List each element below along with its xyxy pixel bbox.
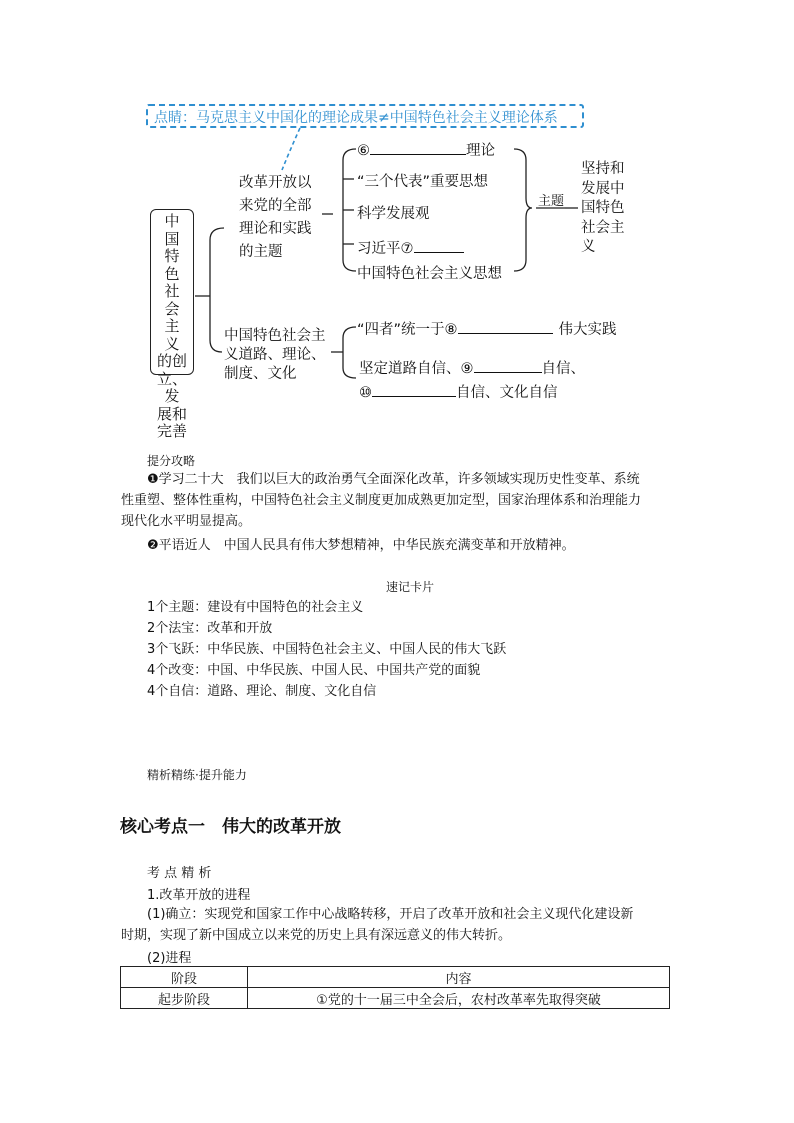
tips-paragraph-2: ❷平语近人 中国人民具有伟大梦想精神，中华民族充满变革和开放精神。 — [147, 538, 575, 553]
tips-line: ❶学习二十大 我们以巨大的政治勇气全面深化改革，许多领域实现历史性变革、系统 — [147, 472, 640, 487]
section-subheading: 精析精练·提升能力 — [147, 768, 247, 782]
tips-heading: 提分攻略 — [147, 454, 196, 468]
table-header-row — [121, 967, 670, 988]
tip-callout-text: 点睛：马克思主义中国化的理论成果≠中国特色社会主义理论体系 — [154, 110, 558, 126]
point-heading: 1.改革开放的进程 — [147, 888, 251, 903]
blank-number: ⑥ — [357, 143, 370, 159]
branch2-label — [224, 327, 326, 384]
table-header: 阶段 — [121, 967, 248, 988]
root-char: 中 — [164, 212, 180, 230]
point-line: 时期，实现了新中国成立以来党的历史上具有深远意义的伟大转折。 — [121, 928, 512, 943]
section-title: 核心考点一 伟大的改革开放 — [120, 817, 341, 837]
card-list — [147, 597, 506, 702]
branch1-item-3: 科学发展观 — [357, 206, 430, 222]
theme-line: 社会主 — [581, 219, 625, 236]
root-char: 义 — [164, 334, 180, 353]
blank-number: ⑩ — [359, 385, 372, 401]
root-char: 色 — [164, 264, 180, 283]
table-cell: ①党的十一届三中全会后，农村改革率先取得突破 — [248, 988, 670, 1009]
stages-table — [120, 966, 670, 1009]
tips-paragraph-1 — [121, 469, 687, 532]
root-char: 主 — [164, 317, 180, 335]
branch2-line: 中国特色社会主 — [224, 328, 326, 344]
item-text: 理论 — [466, 143, 495, 159]
theme-line: 坚持和 — [581, 161, 625, 177]
branch2-item-2 — [359, 357, 585, 378]
branch2-line: 制度、文化 — [224, 366, 297, 382]
root-char: 会 — [164, 299, 180, 318]
card-line: 1个主题：建设有中国特色的社会主义 — [147, 600, 364, 615]
card-line: 2个法宝：改革和开放 — [147, 621, 273, 636]
card-line: 4个改变：中国、中华民族、中国人民、中国共产党的面貌 — [147, 663, 481, 678]
branch1-line: 改革开放以 — [239, 175, 312, 191]
fill-blank-10[interactable] — [372, 384, 456, 397]
tips-line: 现代化水平明显提高。 — [121, 514, 252, 529]
fill-blank-7[interactable] — [414, 240, 464, 253]
tips-line: 性重塑、整体性重构，中国特色社会主义制度更加成熟更加定型，国家治理体系和治理能力 — [121, 493, 642, 508]
branch1-line: 的主题 — [239, 244, 283, 260]
branch2-line: 义道路、理论、 — [224, 347, 326, 363]
item-text: 自信、文化自信 — [456, 385, 558, 401]
analysis-heading: 考 点 精 析 — [147, 866, 212, 881]
root-char: 社 — [164, 282, 180, 300]
branch1-item-1 — [357, 139, 495, 160]
item-text: 伟大实践 — [558, 322, 617, 338]
branch1-line: 来党的全部 — [239, 198, 312, 214]
theme-line: 国特色 — [581, 200, 625, 216]
root-char: 立、发 — [156, 369, 187, 405]
root-char: 国 — [164, 229, 180, 248]
branch2-item-3 — [359, 381, 558, 402]
table-header: 内容 — [248, 967, 670, 988]
card-line: 3个飞跃：中华民族、中国特色社会主义、中国人民的伟大飞跃 — [147, 642, 507, 657]
theme-line: 发展中 — [581, 180, 625, 197]
theme-line: 义 — [581, 239, 596, 255]
progress-heading: (2)进程 — [147, 951, 192, 966]
branch1-item-5: 中国特色社会主义思想 — [357, 266, 502, 282]
fill-blank-9[interactable] — [474, 360, 542, 373]
fill-blank-6[interactable] — [370, 142, 466, 155]
branch1-item-4 — [357, 237, 464, 258]
item-text: “四者”统一于⑧ — [357, 322, 458, 338]
theme-label: 主题 — [538, 194, 565, 209]
branch2-item-1 — [357, 318, 617, 339]
root-char: 完善 — [156, 422, 187, 440]
branch1-item-2: “三个代表”重要思想 — [357, 174, 489, 190]
root-char: 的创 — [156, 352, 187, 370]
point-line: (1)确立：实现党和国家工作中心战略转移，开启了改革开放和社会主义现代化建设新 — [147, 907, 634, 922]
branch1-label — [239, 172, 312, 264]
table-row — [121, 988, 670, 1009]
item-text: 习近平⑦ — [357, 241, 414, 257]
item-text: 坚定道路自信、⑨ — [359, 361, 474, 377]
theme-result — [581, 160, 625, 258]
root-char: 展和 — [156, 404, 187, 423]
table-cell: 起步阶段 — [121, 988, 248, 1009]
card-title: 速记卡片 — [386, 580, 435, 594]
fill-blank-8[interactable] — [458, 321, 553, 334]
point-paragraph — [121, 904, 634, 946]
root-concept-box — [150, 209, 194, 440]
root-char: 特 — [164, 247, 180, 265]
card-line: 4个自信：道路、理论、制度、文化自信 — [147, 684, 377, 699]
branch1-line: 理论和实践 — [239, 221, 312, 237]
item-text: 自信、 — [541, 361, 585, 377]
